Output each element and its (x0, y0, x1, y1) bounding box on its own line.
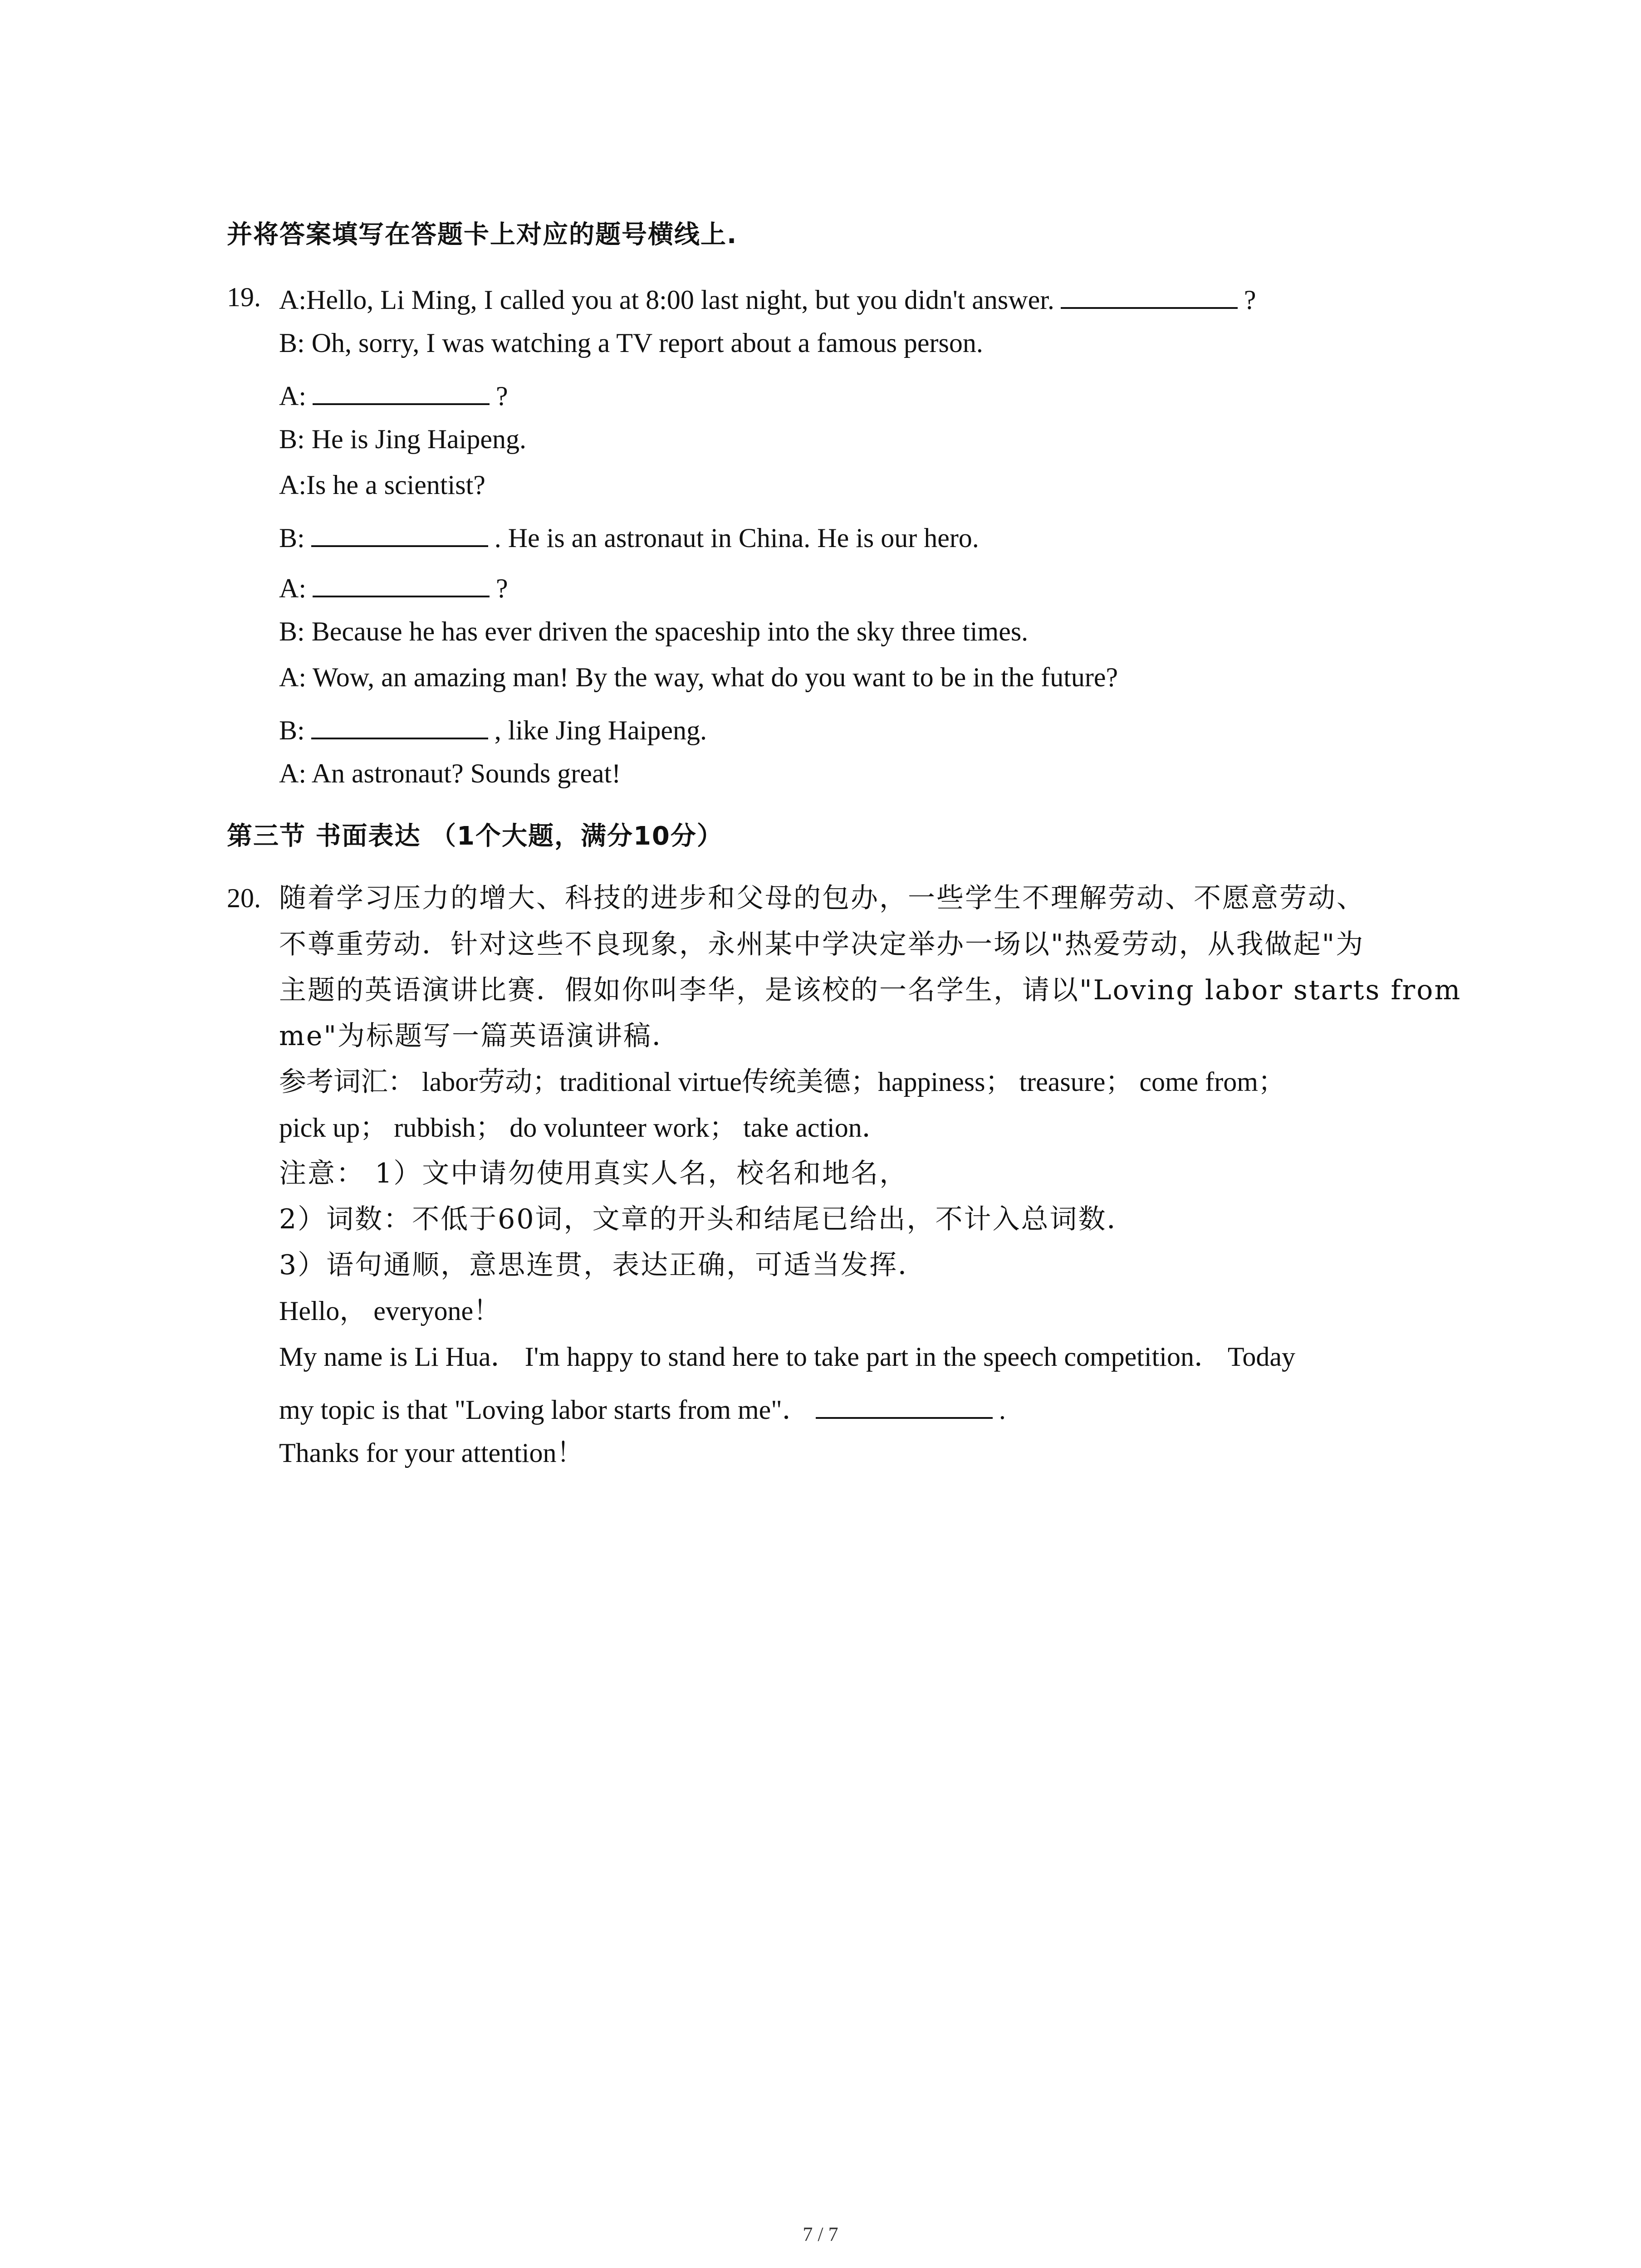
q19-line-7-after: ? (496, 573, 508, 603)
q19-line-1 (279, 279, 1256, 318)
essay-greeting: Hello， everyone！ (279, 1296, 501, 1326)
q19-line-2: B: Oh, sorry, I was watching a TV report about a famous person. (279, 328, 983, 358)
page-number: 7 / 7 (803, 2223, 838, 2245)
q20-prompt-line-4: me"为标题写一篇英语演讲稿． (279, 1020, 681, 1052)
answer-blank-2[interactable] (313, 375, 490, 405)
essay-topic-text: my topic is that "Loving labor starts from me"． (279, 1395, 809, 1425)
q19-line-3-text: A: (279, 381, 306, 411)
question-19-number: 19. (227, 282, 261, 312)
q19-line-11: A: An astronaut? Sounds great! (279, 758, 621, 788)
q19-line-6 (279, 517, 979, 556)
answer-blank-4[interactable] (313, 567, 490, 597)
essay-topic-after: . (999, 1395, 1006, 1425)
answer-blank-1[interactable] (1061, 279, 1238, 309)
q20-prompt-line-3: 主题的英语演讲比赛．假如你叫李华，是该校的一名学生，请以"Loving labor starts from (279, 974, 1462, 1006)
q20-note-3: 3）语句通顺，意思连贯，表达正确，可适当发挥． (279, 1249, 927, 1281)
q19-line-3-after: ? (496, 381, 508, 411)
q19-line-10-after: , like Jing Haipeng. (494, 715, 707, 745)
essay-topic-line (279, 1389, 1006, 1428)
q19-line-7 (279, 567, 508, 606)
q20-vocab-line-1: 参考词汇： labor劳动；traditional virtue传统美德；happiness； treasure； come from； (279, 1067, 1285, 1097)
q19-line-6-text: B: (279, 523, 305, 553)
q19-line-10 (279, 709, 707, 748)
q20-note-2: 2）词数：不低于60词，文章的开头和结尾已给出，不计入总词数． (279, 1203, 1136, 1235)
q19-line-3 (279, 375, 508, 414)
q19-line-4: B: He is Jing Haipeng. (279, 424, 526, 454)
q20-prompt-line-1: 随着学习压力的增大、科技的进步和父母的包办，一些学生不理解劳动、不愿意劳动、 (279, 882, 1365, 914)
q19-line-10-text: B: (279, 715, 305, 745)
question-20-number: 20. (227, 883, 261, 913)
section-3-heading: 第三节 书面表达 （1个大题，满分10分） (227, 821, 723, 851)
q20-note-1: 注意： 1）文中请勿使用真实人名，校名和地名， (279, 1158, 908, 1189)
q19-line-6-after: . He is an astronaut in China. He is our hero. (494, 523, 979, 553)
essay-opening-line: My name is Li Hua． I'm happy to stand here to take part in the speech competition． Today (279, 1342, 1295, 1372)
answer-blank-5[interactable] (311, 709, 488, 739)
answer-blank-3[interactable] (311, 517, 488, 547)
q20-prompt-line-2: 不尊重劳动．针对这些不良现象，永州某中学决定举办一场以"热爱劳动，从我做起"为 (279, 929, 1365, 960)
q19-line-8: B: Because he has ever driven the spaceship into the sky three times. (279, 616, 1029, 646)
q19-line-7-text: A: (279, 573, 306, 603)
q19-line-1-after: ? (1244, 285, 1256, 315)
q19-line-5: A:Is he a scientist? (279, 470, 485, 500)
essay-closing: Thanks for your attention！ (279, 1438, 584, 1468)
essay-writing-blank[interactable] (816, 1389, 993, 1419)
answer-instruction: 并将答案填写在答题卡上对应的题号横线上. (227, 220, 738, 249)
q20-vocab-line-2: pick up； rubbish； do volunteer work； take action． (279, 1113, 889, 1143)
q19-line-1-text: A:Hello, Li Ming, I called you at 8:00 last night, but you didn't answer. (279, 285, 1054, 315)
q19-line-9: A: Wow, an amazing man! By the way, what do you want to be in the future? (279, 662, 1118, 692)
